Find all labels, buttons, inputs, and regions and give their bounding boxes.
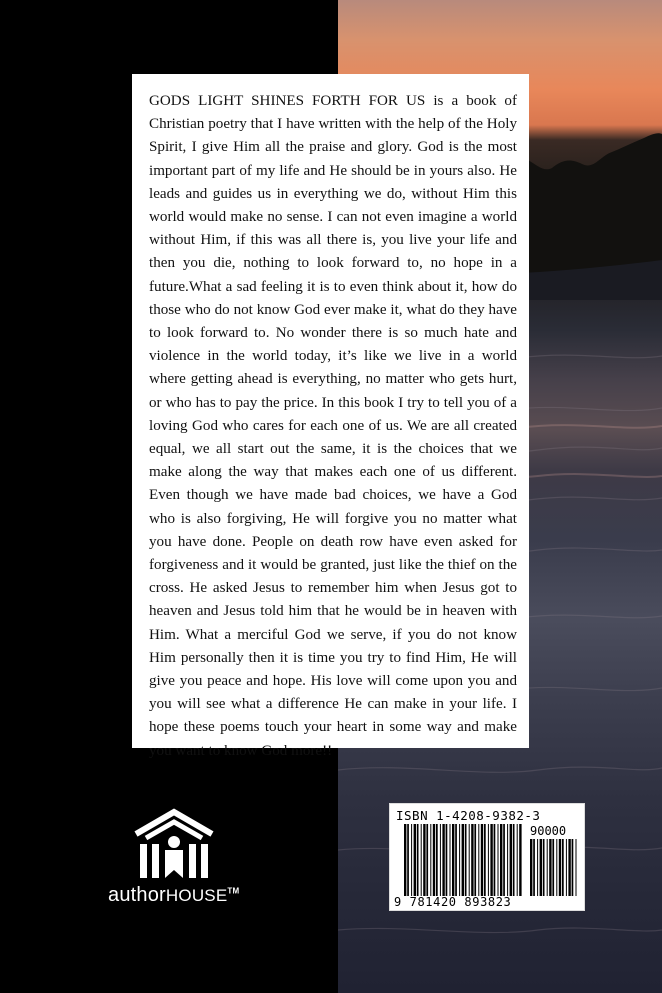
barcode-bar bbox=[484, 824, 486, 896]
barcode-bar bbox=[462, 824, 464, 896]
barcode-bar bbox=[459, 824, 460, 896]
barcode-bar bbox=[568, 839, 570, 896]
barcode-bar bbox=[537, 839, 538, 896]
barcode-bar bbox=[423, 824, 425, 896]
barcode-bar bbox=[417, 824, 419, 896]
barcode-bar bbox=[503, 824, 505, 896]
barcode-bar bbox=[576, 839, 577, 896]
barcode-bar bbox=[440, 824, 441, 896]
price-code: 90000 bbox=[530, 824, 567, 838]
barcode-bar bbox=[426, 824, 428, 896]
trademark-mark: TM bbox=[227, 886, 240, 896]
barcode-bar bbox=[547, 839, 548, 896]
barcode-bar bbox=[436, 824, 438, 896]
barcode-bar bbox=[490, 824, 492, 896]
barcode-bar bbox=[500, 824, 502, 896]
barcode-bar bbox=[421, 824, 422, 896]
publisher-name bbox=[108, 884, 248, 907]
barcode-bar bbox=[404, 824, 406, 896]
barcode-bar bbox=[494, 824, 496, 896]
barcode-bar bbox=[481, 824, 483, 896]
publisher-logo bbox=[104, 808, 244, 908]
barcode-bar bbox=[572, 839, 574, 896]
barcode-bar bbox=[471, 824, 473, 896]
ean-bars bbox=[404, 824, 524, 896]
publisher-name-part1: author bbox=[108, 884, 166, 906]
barcode-bar bbox=[540, 839, 542, 896]
barcode-bar bbox=[411, 824, 412, 896]
barcode-bar bbox=[559, 839, 561, 896]
barcode-bar bbox=[549, 839, 551, 896]
barcode-bar bbox=[442, 824, 444, 896]
barcode-bar bbox=[510, 824, 512, 896]
barcode-bar bbox=[533, 839, 535, 896]
barcode-bar bbox=[566, 839, 567, 896]
barcode-bar bbox=[498, 824, 499, 896]
price-bars bbox=[530, 839, 580, 896]
barcode-bar bbox=[407, 824, 409, 896]
barcode-bar bbox=[414, 824, 416, 896]
barcode-bar bbox=[530, 839, 532, 896]
barcode-bar bbox=[517, 824, 518, 896]
barcode-bar bbox=[469, 824, 470, 896]
barcode-bar bbox=[507, 824, 508, 896]
barcode-bar bbox=[562, 839, 564, 896]
barcode-bar bbox=[430, 824, 431, 896]
barcode-bar bbox=[455, 824, 457, 896]
barcode-bar bbox=[433, 824, 435, 896]
description-panel bbox=[132, 74, 529, 759]
isbn-barcode bbox=[389, 803, 585, 911]
authorhouse-emblem-icon bbox=[132, 808, 216, 882]
barcode-bar bbox=[446, 824, 448, 896]
barcode-bar bbox=[513, 824, 515, 896]
barcode-bar bbox=[556, 839, 557, 896]
barcode-bar bbox=[519, 824, 521, 896]
barcode-bar bbox=[465, 824, 467, 896]
publisher-name-part2: HOUSE bbox=[165, 886, 228, 905]
barcode-bar bbox=[450, 824, 451, 896]
barcode-bar bbox=[543, 839, 545, 896]
isbn-number: ISBN 1-4208-9382-3 bbox=[396, 808, 541, 823]
barcode-bar bbox=[474, 824, 476, 896]
barcode-bar bbox=[488, 824, 489, 896]
barcode-bar bbox=[452, 824, 454, 896]
barcode-bar bbox=[552, 839, 554, 896]
ean-number: 9 781420 893823 bbox=[394, 895, 512, 909]
book-description: GODS LIGHT SHINES FORTH FOR US is a book of Christian poetry that I have written with the help of the Holy Spirit, I give Him all the praise and glory. God is the most important part of my life and He should be in yours also. He leads and guides us in everything we do, without Him this world would make no sense. I can not even imagine a world without Him, if this was all there is, you live your life and then you die, nothing to look forward to, no hope in a future.What a sad feeling it is to even think about it, how do those who do not know God ever make it, what do they have to look forward to. No wonder there is so much hate and violence in the world today, it’s like we live in a world where getting ahead is everything, no matter who gets hurt, or who has to pay the price. In this book I try to tell you of a loving God who cares for each one of us. We are all created equal, we all start out the same, it is the choices that we make along the way that makes each one of us different. Even though we have made bad choices, we have a God who is also forgiving, He will forgive you no matter what you have done. People on death row have even asked for forgiveness and it would be granted, just like the thief on the cross. He asked Jesus to remember him when Jesus got to heaven and Jesus told him that he would be in heaven with Him. What a merciful God we serve, if you do not know Him personally then it is time you try to find Him, He will give you peace and hope. His love will come upon you and you will see what a difference He can make in your life. I hope these poems touch your heart in some way and make you want to know God more!! bbox=[149, 93, 517, 759]
barcode-bar bbox=[478, 824, 479, 896]
